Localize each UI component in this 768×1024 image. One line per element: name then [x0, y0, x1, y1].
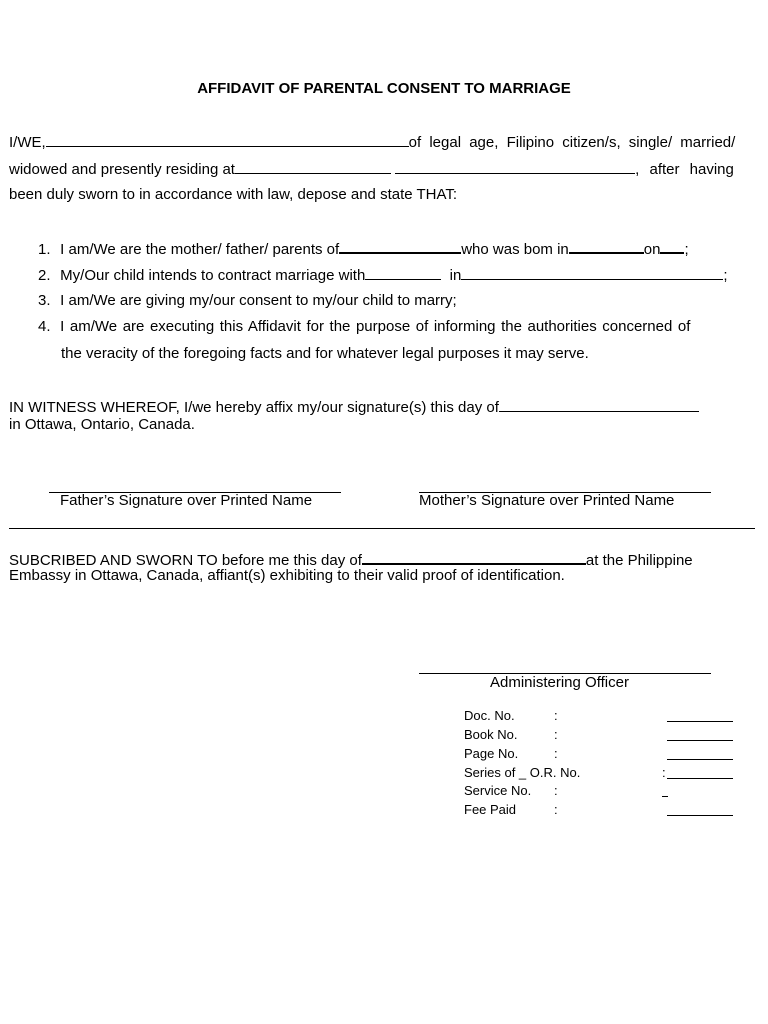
record-colon: :: [554, 727, 558, 742]
birthplace-blank[interactable]: [569, 238, 644, 254]
list-item: 3. I am/We are giving my/our consent to my/our child to marry;: [38, 292, 457, 309]
witness-line-2: in Ottawa, Ontario, Canada.: [9, 416, 195, 433]
residence-blank-1[interactable]: [235, 159, 391, 174]
record-label: Doc. No.: [464, 708, 515, 723]
intro-line-2: widowed and presently residing at , after having: [9, 161, 734, 178]
doc-no-blank[interactable]: [667, 721, 733, 722]
record-colon: :: [554, 802, 558, 817]
record-label: Fee Paid: [464, 802, 517, 817]
officer-label: Administering Officer: [490, 674, 629, 691]
book-no-blank[interactable]: [667, 740, 733, 741]
record-colon: :: [554, 783, 558, 798]
or-no-blank[interactable]: [667, 778, 733, 779]
record-label: Book No.: [464, 727, 518, 742]
residence-blank-2[interactable]: [395, 159, 635, 174]
witness-day-blank[interactable]: [499, 397, 699, 412]
intro-line-3: been duly sworn to in accordance with law, depose and state THAT:: [9, 186, 458, 203]
marriage-place-blank[interactable]: [461, 265, 723, 280]
intro-line-1: I/WE, of legal age, Filipino citizen/s, single/ married/: [9, 134, 736, 151]
child-name-blank[interactable]: [339, 238, 461, 254]
service-no-blank[interactable]: [662, 796, 668, 797]
record-label: Page No.: [464, 746, 519, 761]
record-label: Series of _ O.R. No.: [464, 765, 581, 780]
father-signature-label: Father’s Signature over Printed Name: [60, 492, 313, 509]
mother-signature-label: Mother’s Signature over Printed Name: [419, 492, 675, 509]
section-divider: [9, 528, 755, 529]
document-title: AFFIDAVIT OF PARENTAL CONSENT TO MARRIAGE: [197, 80, 571, 97]
witness-line-1: IN WITNESS WHEREOF, I/we hereby affix my/our signature(s) this day of: [9, 397, 699, 416]
record-colon: :: [554, 708, 558, 723]
sworn-line-2: Embassy in Ottawa, Canada, affiant(s) exhibiting to their valid proof of identification.: [9, 567, 565, 584]
record-colon: :: [554, 746, 558, 761]
fee-paid-blank[interactable]: [667, 815, 733, 816]
spouse-name-blank[interactable]: [365, 265, 441, 280]
sworn-line-1: SUBCRIBED AND SWORN TO before me this day of at the Philippine: [9, 549, 693, 569]
list-item: 2. My/Our child intends to contract marriage with in ;: [38, 267, 728, 284]
record-colon: :: [662, 765, 666, 780]
record-label: Service No.: [464, 783, 532, 798]
list-item: 4. I am/We are executing this Affidavit for the purpose of informing the authorities concerned of: [38, 318, 691, 335]
list-item-continuation: the veracity of the foregoing facts and for whatever legal purposes it may serve.: [61, 345, 589, 362]
list-item: 1. I am/We are the mother/ father/ parents of who was bom in on ;: [38, 238, 689, 258]
page-no-blank[interactable]: [667, 759, 733, 760]
name-blank[interactable]: [46, 132, 409, 147]
sworn-day-blank[interactable]: [362, 549, 586, 565]
birthdate-blank[interactable]: [660, 238, 684, 254]
